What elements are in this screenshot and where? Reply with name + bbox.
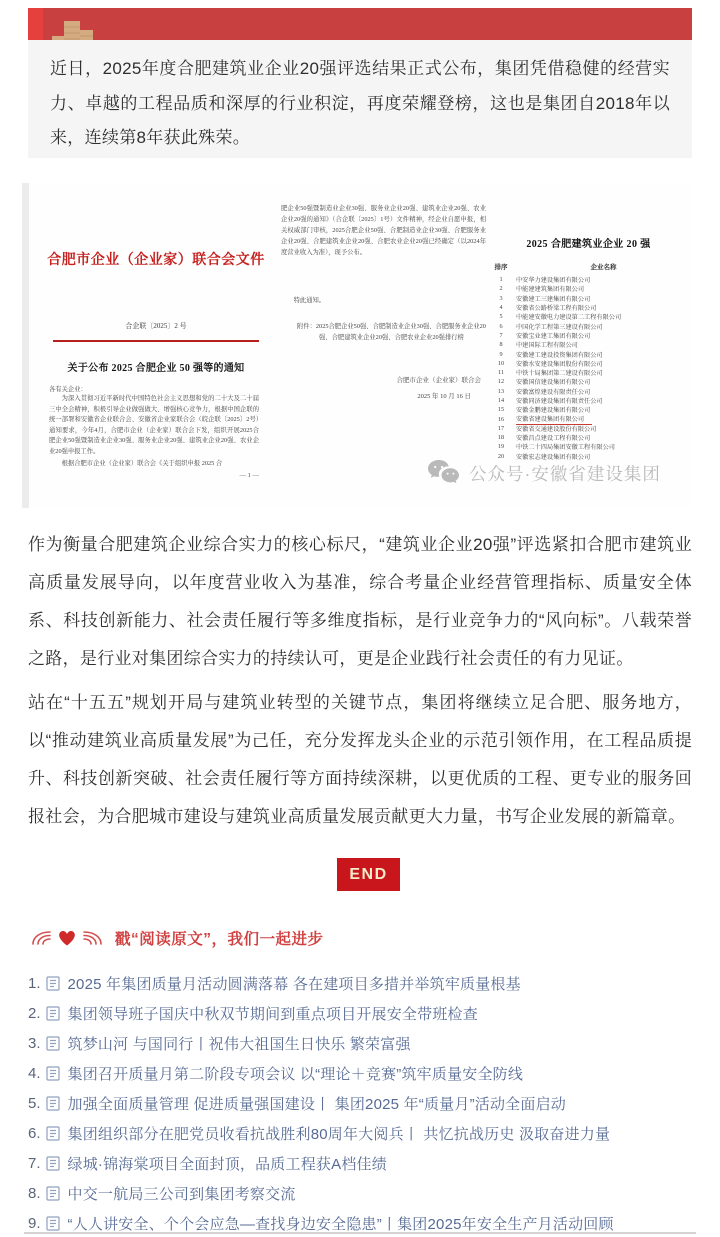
rank-cell: 4: [499, 304, 503, 312]
table-row: [486, 294, 691, 303]
link-number: 4.: [28, 1064, 41, 1082]
table-row: [486, 377, 691, 386]
rank-cell: 2: [499, 285, 503, 293]
table-row: [486, 424, 691, 433]
body-paragraph: 站在“十五五”规划开局与建筑业转型的关键节点，集团将继续立足合肥、服务地方，以“推动建筑业高质量发展”为己任，充分发挥龙头企业的示范引领作用，在工程品质提升、科技创新突破、社会责任履行等方面持续深耕，以更优质的工程、更专业的服务回报社会，为合肥城市建设与建筑业高质量发展贡献更大力量，书写企业发展的新篇章。: [28, 693, 692, 826]
rank-cell: 12: [497, 378, 505, 386]
link-number: 3.: [28, 1034, 41, 1052]
company-name-cell: 中能建安徽电力建设第二工程有限公司: [516, 314, 622, 322]
link-number: 2.: [28, 1004, 41, 1022]
company-name-cell: 安徽宏志建设集团有限公司: [516, 453, 591, 461]
related-article-link[interactable]: [28, 968, 696, 998]
related-article-link[interactable]: [28, 1118, 696, 1148]
rank-cell: 9: [499, 350, 503, 358]
rank-cell: 19: [497, 443, 505, 451]
company-name-cell: 中国化学工程第三建设有限公司: [516, 323, 603, 331]
banner-accent-block: [28, 8, 43, 40]
promo-text: 戳“阅读原文”，我们一起进步: [115, 931, 324, 948]
link-number: 9.: [28, 1214, 41, 1232]
rank-cell: 14: [497, 397, 505, 404]
article-doc-icon: [46, 1006, 60, 1021]
table-row: [486, 414, 691, 423]
article-doc-icon: [46, 976, 60, 991]
ranking-col-name: 企业名称: [590, 264, 617, 271]
related-articles-list: [28, 968, 696, 1237]
related-article-link[interactable]: [28, 1178, 696, 1208]
company-name-cell: 安徽金鹏建设集团有限公司: [516, 407, 591, 415]
rank-cell: 7: [499, 331, 503, 339]
wechat-logo-icon: [427, 459, 461, 487]
rank-cell: 18: [497, 434, 505, 442]
link-title: 筑梦山河 与国同行丨祝伟大祖国生日快乐 繁荣富强: [67, 1035, 411, 1053]
company-name-cell: 中铁十局集团第二建设有限公司: [516, 370, 603, 378]
article-doc-icon: [46, 1066, 60, 1081]
link-title: 绿城·锦海棠项目全面封顶，品质工程获A档佳绩: [67, 1155, 387, 1173]
rank-cell: 5: [499, 313, 503, 321]
company-name-cell: 安徽水安建设集团股份有限公司: [516, 360, 603, 368]
table-row: [486, 321, 691, 330]
link-number: 8.: [28, 1184, 41, 1202]
doc-date: 2025 年 10 月 16 日: [417, 393, 471, 400]
company-name-cell: 安徽建工建设投资集团有限公司: [516, 351, 603, 359]
link-title: 集团领导班子国庆中秋双节期间到重点项目开展安全带班检查: [67, 1005, 478, 1023]
related-article-link[interactable]: [28, 1148, 696, 1178]
table-row: [486, 349, 691, 358]
doc-page-number: — 1 —: [239, 472, 259, 479]
rank-cell: 16: [497, 415, 505, 423]
rank-cell: 13: [497, 387, 505, 395]
doc-body-text: 为深入贯彻习近平新时代中国特色社会主义思想和党的二十大及二十届三中全会精神，积极引导企业做强做大、增强核心竞争力，根据中国企联的统一部署和安徽省企业联合会、安徽省企业家联合会（皖企联〔2025〕2号）通知要求，今年4月，合肥市企业（企业家）联合会下发，组织开展2025合肥企业50强暨制造业企业30强、服务业企业20强、建筑业企业20强、农业企业20强申报工作。: [49, 395, 259, 455]
doc-notice-line: 特此通知。: [293, 297, 326, 304]
header-banner: [28, 8, 692, 40]
bottom-divider: [24, 1232, 696, 1234]
rank-cell: 8: [499, 341, 503, 349]
link-title: 2025 年集团质量月活动圆满落幕 各在建项目多措并举筑牢质量根基: [67, 975, 521, 993]
table-row: [486, 368, 691, 377]
intro-highlight-box: [28, 40, 692, 158]
table-row: [486, 275, 691, 284]
watermark: [427, 459, 661, 487]
doc-attachment-line: 附件：2025合肥企业50强、合肥制造业企业30强、合肥服务业企业20强、合肥建筑业企业20强、合肥农业企业20强排行榜: [297, 323, 486, 341]
table-row: [486, 312, 691, 321]
table-row: [486, 284, 691, 293]
link-number: 6.: [28, 1124, 41, 1142]
link-title: “人人讲安全、个个会应急—查找身边安全隐患”丨集团2025年安全生产月活动回顾: [67, 1215, 614, 1233]
doc-red-rule: [53, 340, 259, 342]
wing-left-icon: [30, 929, 52, 947]
company-name-cell: 安徽同济建设集团有限责任公司: [516, 398, 603, 405]
article-doc-icon: [46, 1096, 60, 1111]
doc-number: 合企联〔2025〕2 号: [125, 322, 187, 330]
company-name-cell: 中铁二十四局集团安徽工程有限公司: [516, 444, 615, 452]
doc-notice-title: 关于公布 2025 合肥企业 50 强等的通知: [67, 363, 245, 374]
related-article-link[interactable]: [28, 1028, 696, 1058]
rank-cell: 20: [497, 452, 505, 460]
body-paragraph: 作为衡量合肥建筑企业综合实力的核心标尺，“建筑业企业20强”评选紧扣合肥市建筑业高质量发展导向，以年度营业收入为基准，综合考量企业经营管理指标、质量安全体系、科技创新能力、社会责任履行等多维度指标，是行业竞争力的“风向标”。八载荣誉之路，是行业对集团综合实力的持续认可，更是企业践行社会责任的有力见证。: [28, 535, 692, 668]
table-row: [486, 359, 691, 368]
doc-issuer: 合肥市企业（企业家）联合会: [396, 377, 481, 384]
company-name-cell: 中安华力建设集团有限公司: [516, 277, 591, 285]
doc-masthead: 合肥市企业（企业家）联合会文件: [47, 253, 265, 268]
promo-line: [30, 922, 324, 954]
table-row: [486, 340, 691, 349]
article-doc-icon: [46, 1216, 60, 1231]
related-article-link[interactable]: [28, 1058, 696, 1088]
table-row: [486, 442, 691, 451]
article-doc-icon: [46, 1036, 60, 1051]
company-name-cell: 安徽国信建设集团有限公司: [516, 379, 591, 387]
table-row: [486, 303, 691, 312]
rank-cell: 10: [497, 359, 505, 367]
doc-body-text: 根据合肥市企业（企业家）联合会《关于组织申报 2025 合: [61, 460, 223, 467]
table-row: [486, 433, 691, 442]
rank-cell: 3: [499, 294, 503, 302]
related-article-link[interactable]: [28, 1088, 696, 1118]
company-name-cell: 中建国际工程有限公司: [516, 342, 578, 350]
link-title: 中交一航局三公司到集团考察交流: [67, 1185, 296, 1203]
company-name-cell: 安徽省公路桥梁工程有限公司: [516, 305, 597, 313]
company-name-cell: 安徽省建设集团有限公司: [516, 414, 592, 425]
article-doc-icon: [46, 1156, 60, 1171]
wing-right-icon: [82, 929, 104, 947]
table-row: [486, 396, 691, 405]
intro-paragraph: 近日，2025年度合肥建筑业企业20强评选结果正式公布，集团凭借稳健的经营实力、卓越的工程品质和深厚的行业积淀，再度荣耀登榜，这也是集团自2018年以来，连续第8年获此殊荣。: [50, 59, 670, 147]
company-name-cell: 安徽昌点建设工程有限公司: [516, 435, 591, 443]
end-badge: END: [337, 858, 400, 891]
rank-cell: 1: [499, 276, 503, 284]
ranking-header-row: [486, 262, 691, 271]
ranking-col-rank: 排序: [494, 264, 508, 271]
ranking-table: [486, 275, 691, 461]
doc-body-text: 肥企业50强暨制造业企业30强、服务业企业20强、建筑业企业20强、农业企业20强的通知》（合企联〔2025〕1号）文件精神，经企业自愿申报，相关权威部门审核，2025合肥企业50强、合肥制造业企业30强、合肥服务业企业20强、合肥建筑业企业20强、合肥农业企业20强已经确定（以2024年度营业收入为准），现予公布。: [281, 205, 486, 256]
doc-salutation: 各有关企业：: [49, 386, 87, 393]
rank-cell: 6: [499, 322, 503, 330]
rank-cell: 11: [498, 369, 504, 377]
link-title: 集团召开质量月第二阶段专项会议 以“理论＋竞赛”筑牢质量安全防线: [67, 1065, 524, 1083]
article-doc-icon: [46, 1126, 60, 1141]
company-name-cell: 安徽富煌建设有限责任公司: [516, 388, 591, 396]
ranking-title: 2025 合肥建筑业企业 20 强: [526, 239, 651, 250]
company-name-cell: 安徽宝业建工集团有限公司: [516, 332, 591, 340]
company-name-cell: 中能建建筑集团有限公司: [516, 286, 585, 294]
watermark-label: 公众号·安徽省建设集团: [469, 463, 661, 484]
link-number: 5.: [28, 1094, 41, 1112]
related-article-link[interactable]: [28, 998, 696, 1028]
company-name-cell: 安徽建工三建集团有限公司: [516, 295, 591, 303]
table-row: [486, 387, 691, 396]
company-name-cell: 安徽省交通建设股份有限公司: [516, 425, 597, 433]
document-photo-figure[interactable]: [22, 183, 692, 508]
link-number: 7.: [28, 1154, 41, 1172]
rank-cell: 15: [497, 406, 505, 414]
link-number: 1.: [28, 974, 41, 992]
heart-icon: [57, 929, 77, 947]
link-title: 集团组织部分在肥党员收看抗战胜利80周年大阅兵丨 共忆抗战历史 汲取奋进力量: [67, 1125, 611, 1143]
article-doc-icon: [46, 1186, 60, 1201]
rank-cell: 17: [497, 424, 505, 432]
table-row: [486, 331, 691, 340]
link-title: 加强全面质量管理 促进质量强国建设丨 集团2025 年“质量月”活动全面启动: [67, 1095, 566, 1113]
